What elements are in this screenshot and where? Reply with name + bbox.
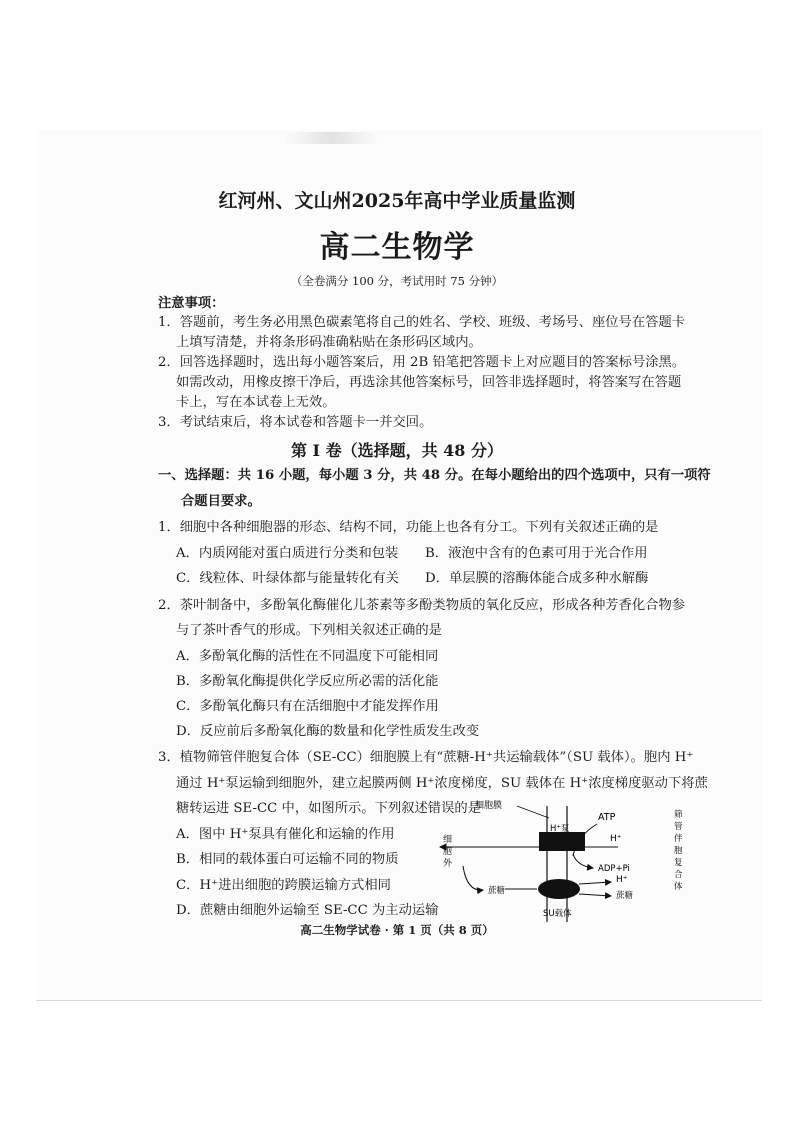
su-carrier-label: SU载体	[543, 909, 572, 919]
inside-label-3: 伴	[674, 834, 683, 844]
membrane-pointer	[517, 806, 549, 818]
atp-label: ATP	[598, 812, 616, 823]
exam-title: 红河州、文山州2025年高中学业质量监测	[218, 190, 576, 212]
page-footer: 高二生物学试卷 · 第 1 页（共 8 页）	[300, 923, 494, 937]
inside-label-4: 胞	[674, 846, 683, 856]
scan-smudge	[284, 132, 380, 144]
question-3-stem-line-2: 通过 H⁺泵运输到细胞外，建立起膜两侧 H⁺浓度梯度，SU 载体在 H⁺浓度梯度驱动下将蔗	[176, 776, 708, 791]
question-1-option-c: C．线粒体、叶绿体都与能量转化有关	[176, 571, 399, 586]
question-2-option-c: C．多酚氧化酶只有在活细胞中才能发挥作用	[176, 699, 439, 714]
sucrose-cotransport-arrow	[579, 894, 611, 896]
question-3-option-a: A．图中 H⁺泵具有催化和运输的作用	[176, 827, 395, 842]
notice-item-2-line-2: 如需改动，用橡皮擦干净后，再选涂其他答案标号，回答非选择题时，将答案写在答题	[176, 375, 682, 390]
notice-heading: 注意事项：	[158, 296, 225, 311]
outside-label-3: 外	[443, 859, 453, 869]
su-carrier	[538, 879, 580, 899]
notice-item-3-line-1: 3．考试结束后，将本试卷和答题卡一并交回。	[158, 415, 433, 430]
h-cotransport-arrow	[579, 882, 611, 884]
section-title: 第 I 卷（选择题，共 48 分）	[290, 441, 504, 460]
notice-item-1-line-2: 上填写清楚，并将条形码准确粘贴在条形码区域内。	[176, 335, 482, 350]
adp-arrow	[573, 854, 593, 868]
question-1-option-b: B．液泡中含有的色素可用于光合作用	[425, 546, 648, 561]
adp-label: ADP+Pi	[598, 864, 630, 874]
question-3-option-d: D．蔗糖由细胞外运输至 SE-CC 为主动运输	[176, 903, 439, 918]
question-2-option-d: D．反应前后多酚氧化酶的数量和化学性质发生改变	[176, 724, 480, 739]
inside-label-2: 管	[674, 822, 683, 832]
question-1-option-a: A．内质网能对蛋白质进行分类和包装	[176, 546, 399, 561]
question-2-option-a: A．多酚氧化酶的活性在不同温度下可能相同	[176, 649, 439, 664]
notice-item-2-line-1: 2．回答选择题时，选出每小题答案后，用 2B 铅笔把答题卡上对应题目的答案标号涂黑。	[158, 355, 686, 370]
inside-label-1: 筛	[674, 810, 683, 820]
question-1-option-d: D．单层膜的溶酶体能合成多种水解酶	[425, 571, 649, 586]
notice-item-1-line-1: 1．答题前，考生务必用黑色碳素笔将自己的姓名、学校、班级、考场号、座位号在答题卡	[158, 315, 686, 330]
section-instruction-line-2: 合题目要求。	[181, 494, 261, 509]
pump-label: H⁺泵	[550, 824, 570, 834]
question-1-stem: 1．细胞中各种细胞器的形态、结构不同，功能上也各有分工。下列有关叙述正确的是	[158, 520, 659, 535]
inside-label-6: 合	[674, 870, 683, 880]
notice-item-2-line-3: 卡上，写在本试卷上无效。	[176, 395, 336, 410]
question-2-stem-line-1: 2．茶叶制备中，多酚氧化酶催化儿茶素等多酚类物质的氧化反应，形成各种芳香化合物参	[158, 598, 686, 613]
outside-label-1: 细	[443, 835, 453, 845]
question-2-option-b: B．多酚氧化酶提供化学反应所必需的活化能	[176, 674, 439, 689]
inside-sucrose-label: 蔗糖	[616, 891, 634, 901]
outside-label-2: 胞	[443, 847, 453, 857]
inside-label-7: 体	[674, 882, 683, 892]
question-3-option-c: C．H⁺进出细胞的跨膜运输方式相同	[176, 878, 391, 893]
sucrose-influx-curve	[463, 866, 483, 890]
outside-sucrose-label: 蔗糖	[488, 886, 506, 896]
pump-h-label: H⁺	[610, 834, 622, 844]
question-2-stem-line-2: 与了茶叶香气的形成。下列相关叙述正确的是	[176, 623, 442, 638]
transport-figure	[425, 796, 715, 926]
exam-info: （全卷满分 100 分，考试用时 75 分钟）	[290, 274, 504, 288]
question-3-stem-line-1: 3．植物筛管伴胞复合体（SE-CC）细胞膜上有“蔗糖-H⁺共运输载体”（SU 载体）。胞内 H⁺	[158, 750, 694, 765]
question-3-stem-line-3: 糖转运进 SE-CC 中，如图所示。下列叙述错误的是	[176, 801, 481, 816]
h-pump	[539, 832, 585, 851]
subject-title: 高二生物学	[319, 230, 475, 265]
section-instruction-line-1: 一、选择题：共 16 小题，每小题 3 分，共 48 分。在每小题给出的四个选项中，只有一项符	[158, 468, 711, 483]
inside-label-5: 复	[674, 858, 683, 868]
inside-h-label: H⁺	[616, 875, 628, 885]
question-3-option-b: B．相同的载体蛋白可运输不同的物质	[176, 852, 399, 867]
membrane-label: 细胞膜	[475, 801, 503, 811]
